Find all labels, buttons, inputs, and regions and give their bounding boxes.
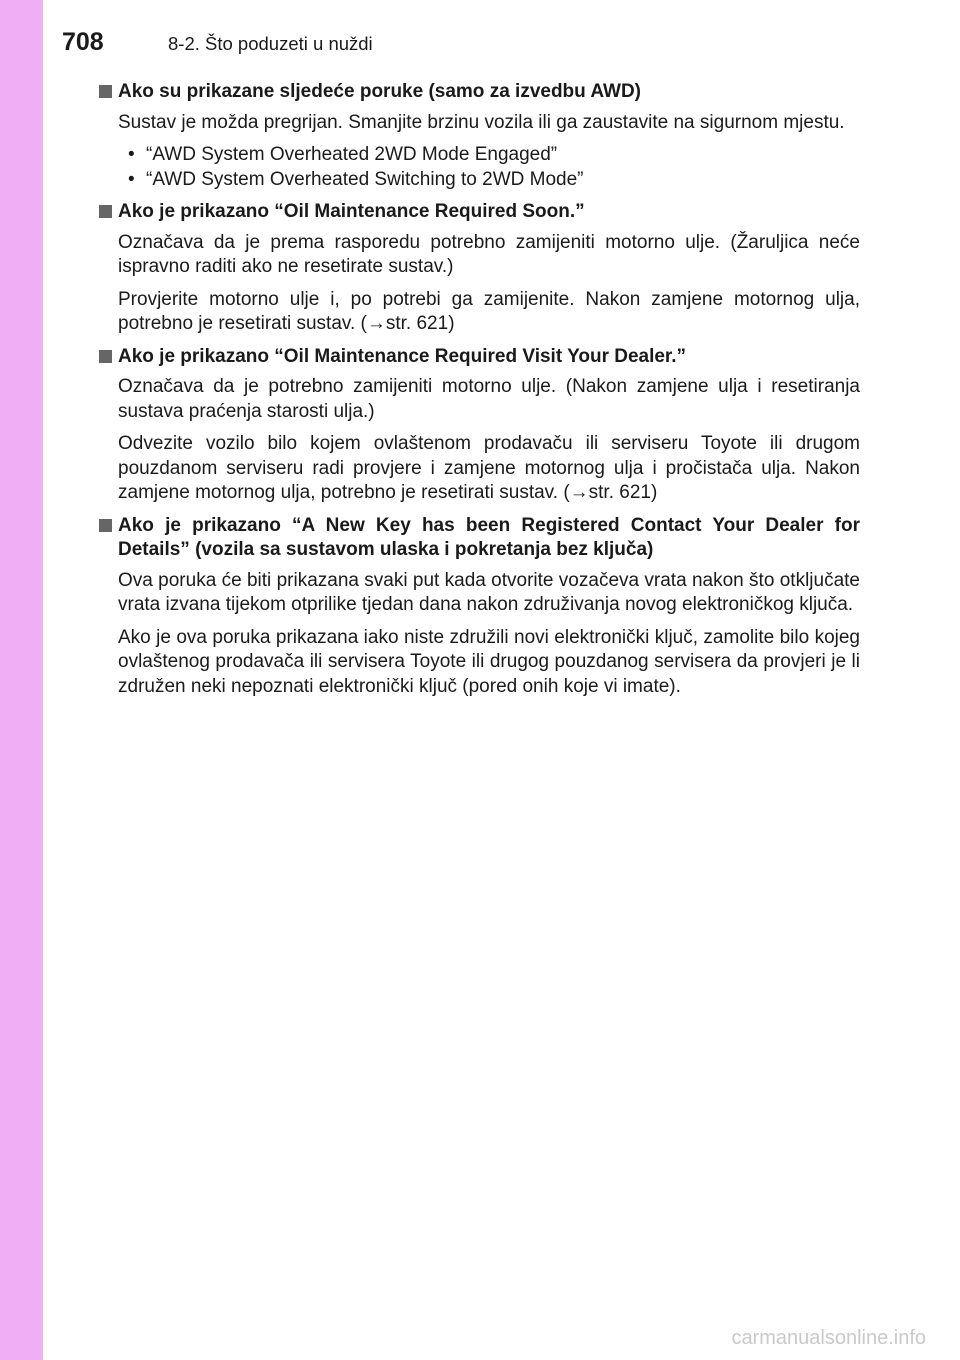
running-header: 8-2. Što poduzeti u nuždi [168, 33, 373, 54]
list-item: • “AWD System Overheated Switching to 2WD Mode” [128, 168, 860, 193]
section-oil-maintenance-dealer [98, 345, 860, 506]
page-content [98, 80, 860, 707]
section-awd-messages [98, 80, 860, 192]
section-heading: Ako je prikazano “Oil Maintenance Required Visit Your Dealer.” [98, 345, 860, 370]
paragraph: Sustav je možda pregrijan. Smanjite brzinu vozila ili ga zaustavite na sigurnom mjestu. [118, 111, 845, 133]
section-heading: Ako je prikazano “A New Key has been Registered Contact Your Dealer for Details” (vozila sa sustavom ulaska i pokretanja bez ključa) [98, 514, 860, 563]
paragraph: Označava da je potrebno zamijeniti motorno ulje. (Nakon zamjene ulja i resetiranja sustava praćenja starosti ulja.) [118, 376, 860, 422]
message-list [98, 143, 860, 192]
paragraph: Odvezite vozilo bilo kojem ovlaštenom prodavaču ili serviseru Toyote ili drugom pouzdanom serviseru radi provjere i zamjene motornog ulja i pročistača ulja. Nakon zamjene motornog ulja, potrebno je resetirati sustav. (→str. 621) [118, 433, 860, 503]
section-heading: Ako su prikazane sljedeće poruke (samo za izvedbu AWD) [98, 80, 860, 105]
watermark: carmanualsonline.info [731, 1327, 926, 1349]
paragraph: Ova poruka će biti prikazana svaki put kada otvorite vozačeva vrata nakon što otključate vrata izvana tijekom otprilike tjedan dana nakon združivanja novog elektroničkog ključa. [118, 569, 860, 615]
paragraph: Ako je ova poruka prikazana iako niste združili novi elektronički ključ, zamolite bilo kojeg ovlaštenog prodavača ili servisera Toyote ili drugog pouzdanog servisera da provjeri je li združen neki nepoznati elektronički ključ (pored onih koje vi imate). [118, 626, 860, 697]
section-heading: Ako je prikazano “Oil Maintenance Required Soon.” [98, 200, 860, 225]
section-new-key-registered [98, 514, 860, 700]
section-oil-maintenance-soon [98, 200, 860, 337]
paragraph: Označava da je prema rasporedu potrebno zamijeniti motorno ulje. (Žaruljica neće ispravno raditi ako ne resetirate sustav.) [118, 231, 860, 277]
paragraph: Provjerite motorno ulje i, po potrebi ga zamijenite. Nakon zamjene motornog ulja, potrebno je resetirati sustav. (→str. 621) [118, 288, 860, 334]
list-item: • “AWD System Overheated 2WD Mode Engaged” [128, 143, 860, 168]
side-color-band [0, 0, 43, 1360]
page-number: 708 [62, 28, 104, 56]
